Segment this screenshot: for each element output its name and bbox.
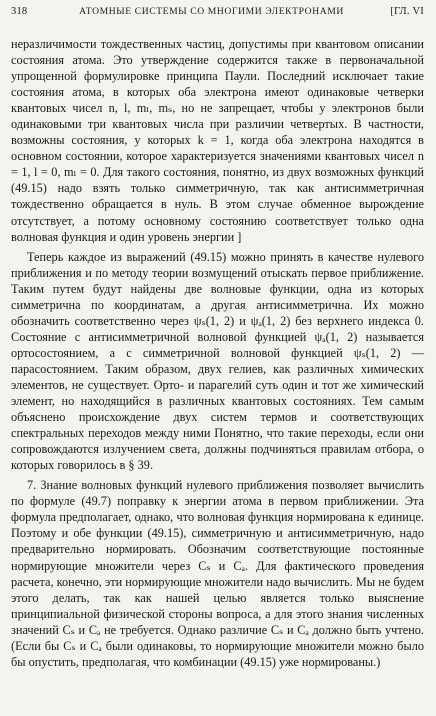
paragraph-1: неразличимости тождественных частиц, допустимы при квантовом описании состояния атома. Это утверждение содержится также в первоначальной упрощенной формулировке принципа Паули. Последний исключает такие состояния атома, в которых оба электрона имеют одинаковые четверки квантовых чисел n, l, mₗ, mₛ, но не запрещает, чтобы у электронов были одинаковыми три квантовых числа при различии четвертых. В частности, возможны состояния, у которых k = 1, когда оба электрона находятся в основном состоянии, которое характеризуется значениями квантовых чисел n = 1, l = 0, mₗ = 0. Для такого состояния, понятно, из двух возможных функций (49.15) надо взять только симметричную, так как антисимметричная тождественно обращается в нуль. В этом случае обменное вырождение отсутствует, а потому основному состоянию соответствует только одна волновая функция и один уровень энергии ]: [11, 37, 424, 244]
running-head: [11, 6, 424, 28]
paragraph-2: Теперь каждое из выражений (49.15) можно принять в качестве нулевого приближения и по методу теории возмущений отыскать первое приближение. Таким путем будут найдены две волновые функции, одна из которых симметрична по координатам, а другая антисимметрична. Их можно обозначить соответственно через ψₛ(1, 2) и ψₐ(1, 2) без верхнего индекса 0. Состояние с антисимметричной волновой функцией ψₐ(1, 2) называется ортосостоянием, а с симметричной волновой функцией ψₛ(1, 2) — парасостоянием. Таким образом, двух гелиев, как различных химических элементов, не существует. Орто- и парагелий суть один и тот же химический элемент, но находящийся в различных квантовых состояниях. Тем самым объяснено происхождение двух систем термов и соответствующих спектральных переходов между ними Понятно, что такие переходы, если они сопровождаются излучением света, должны подчиняться правилам отбора, о которых говорилось в § 39.: [11, 249, 424, 473]
running-title: АТОМНЫЕ СИСТЕМЫ СО МНОГИМИ ЭЛЕКТРОНАМИ: [79, 6, 344, 17]
body-text: [11, 36, 424, 670]
page-number: 318: [11, 6, 28, 17]
paragraph-3: 7. Знание волновых функций нулевого приближения позволяет вычислить по формуле (49.7) поправку к энергии атома в первом приближении. Эта формула предполагает, однако, что волновая функция нормирована к единице. Поэтому и обе функции (49.15), симметричную и антисимметричную, надо предварительно нормировать. Обозначим соответствующие постоянные нормирующие множители через Cₛ и Cₐ. Для фактического проведения расчета, конечно, эти нормирующие множители надо вычислить. Мы не будем этого делать, так как нашей целью является только выяснение принципиальной физической стороны вопроса, а для этого знания численных значений Cₛ и Cₐ не требуется. Однако различие Cₛ и Cₐ должно быть учтено. (Если бы Cₛ и Cₐ были одинаковы, то нормирующие множители можно было бы опустить, предполагая, что комбинации (49.15) уже нормированы.): [11, 478, 424, 669]
chapter-marker: [ГЛ. VI: [390, 6, 424, 17]
